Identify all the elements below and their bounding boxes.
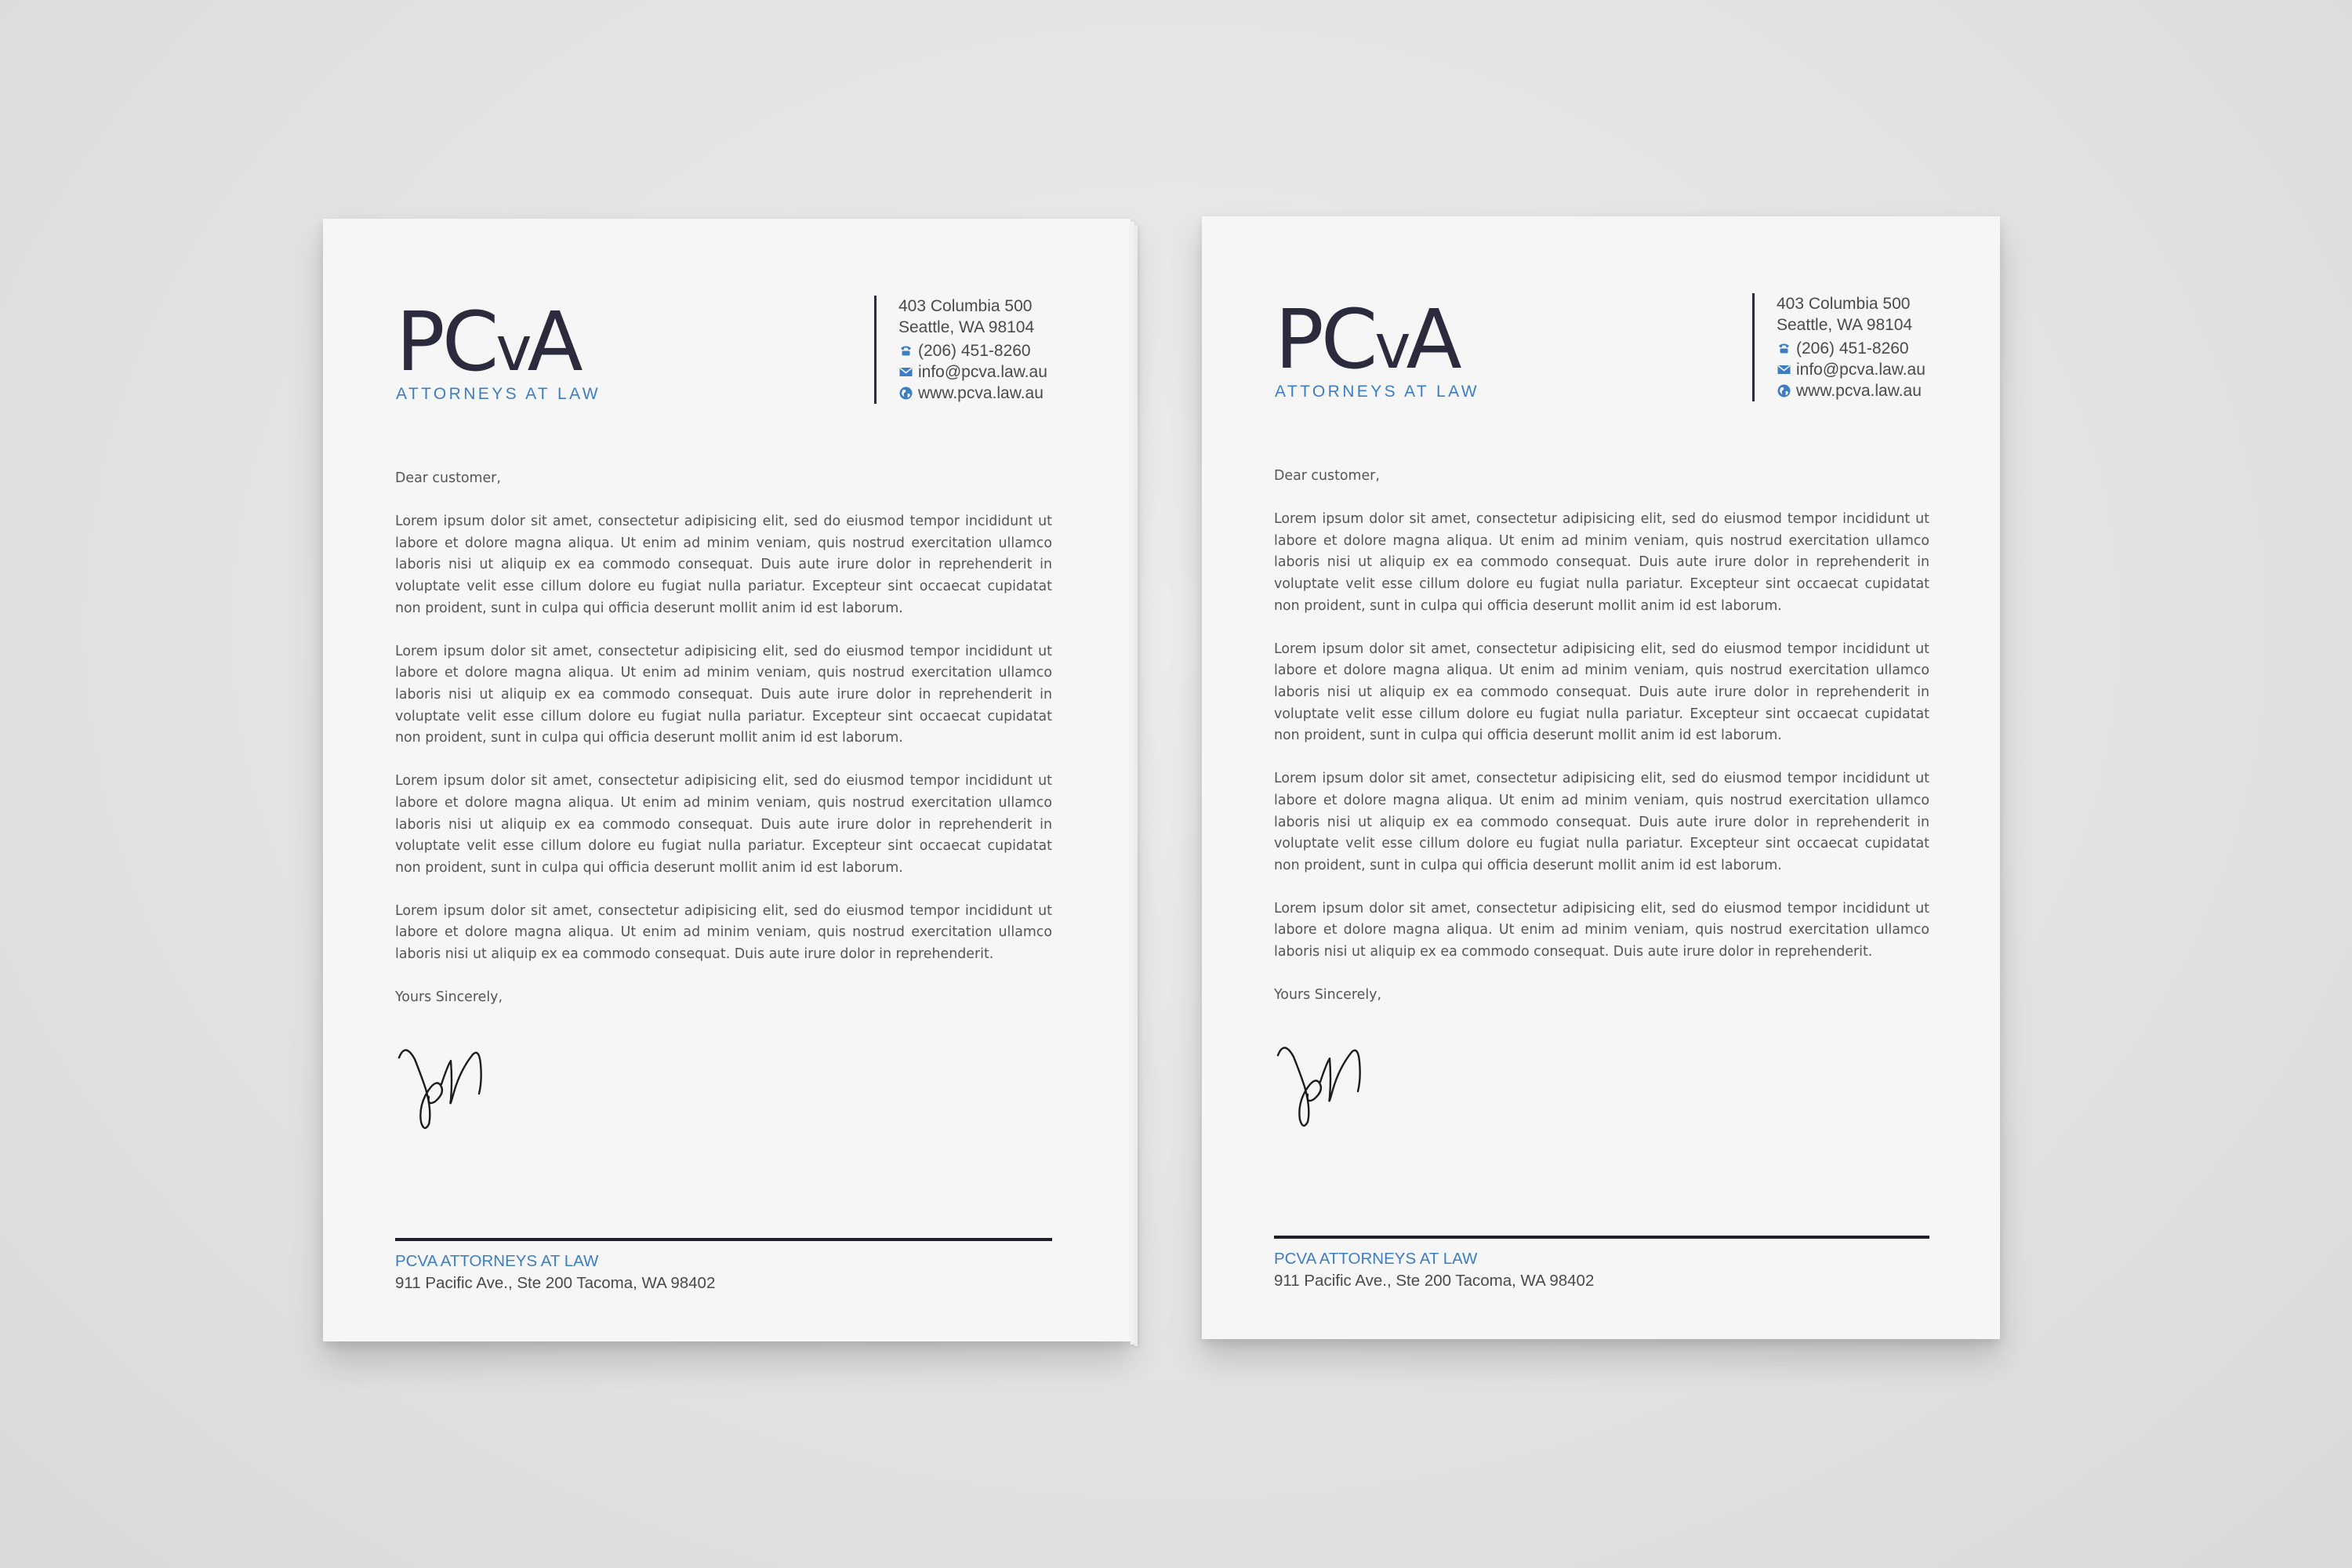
contact-block bbox=[874, 296, 1047, 404]
email-address: info@pcva.law.au bbox=[918, 363, 1047, 381]
contact-block bbox=[1752, 293, 1926, 401]
letter-paragraph: Lorem ipsum dolor sit amet, consectetur adipisicing elit, sed do eiusmod tempor incididunt ut labore et dolore magna aliqua. Ut enim ad minim veniam, quis nostrud exercitation ullamco laboris nisi ut aliquip ex ea commodo consequat. Duis aute irure dolor in reprehenderit. bbox=[395, 902, 1052, 963]
footer-firm-name: PCVA ATTORNEYS AT LAW bbox=[1274, 1250, 1478, 1268]
email-row bbox=[1777, 359, 1926, 380]
logo-wordmark: PCvA bbox=[1275, 292, 1459, 387]
footer-address: 911 Pacific Ave., Ste 200 Tacoma, WA 98402 bbox=[1274, 1272, 1595, 1290]
letter-body bbox=[1274, 466, 1929, 1007]
logo-tagline: ATTORNEYS AT LAW bbox=[396, 385, 601, 403]
logo-tagline: ATTORNEYS AT LAW bbox=[1275, 383, 1479, 401]
email-icon bbox=[1777, 363, 1791, 377]
letter-closing: Yours Sincerely, bbox=[1274, 987, 1381, 1004]
letter-greeting: Dear customer, bbox=[395, 470, 501, 486]
signature-image bbox=[1276, 1032, 1378, 1134]
email-icon bbox=[898, 365, 913, 379]
footer-address: 911 Pacific Ave., Ste 200 Tacoma, WA 98402 bbox=[395, 1274, 716, 1292]
phone-row bbox=[898, 340, 1047, 361]
address-line-2: Seattle, WA 98104 bbox=[898, 318, 1035, 336]
letter-paragraph: Lorem ipsum dolor sit amet, consectetur adipisicing elit, sed do eiusmod tempor incididunt ut labore et dolore magna aliqua. Ut enim ad minim veniam, quis nostrud exercitation ullamco laboris nisi ut aliquip ex ea commodo consequat. Duis aute irure dolor in reprehenderit in voluptate velit esse cillum dolore eu fugiat nulla pariatur. Excepteur sint occaecat cupidatat non proident, sunt in culpa qui officia deserunt mollit anim id est laborum. bbox=[395, 773, 1052, 876]
address-line-2: Seattle, WA 98104 bbox=[1777, 316, 1913, 334]
phone-icon bbox=[1777, 342, 1791, 356]
footer-divider bbox=[395, 1238, 1052, 1241]
website-url: www.pcva.law.au bbox=[1796, 382, 1922, 400]
website-url: www.pcva.law.au bbox=[918, 384, 1044, 402]
letter-greeting: Dear customer, bbox=[1274, 468, 1380, 484]
globe-icon bbox=[898, 387, 913, 401]
letter-body bbox=[395, 468, 1052, 1009]
email-row bbox=[898, 361, 1047, 383]
letter-closing: Yours Sincerely, bbox=[395, 989, 503, 1006]
phone-number: (206) 451-8260 bbox=[1796, 339, 1909, 358]
firm-logo bbox=[396, 294, 615, 404]
letterhead-sheet-right bbox=[1202, 216, 2000, 1339]
address-line-1: 403 Columbia 500 bbox=[1777, 295, 1911, 313]
letter-paragraph: Lorem ipsum dolor sit amet, consectetur adipisicing elit, sed do eiusmod tempor incididunt ut labore et dolore magna aliqua. Ut enim ad minim veniam, quis nostrud exercitation ullamco laboris nisi ut aliquip ex ea commodo consequat. Duis aute irure dolor in reprehenderit in voluptate velit esse cillum dolore eu fugiat nulla pariatur. Excepteur sint occaecat cupidatat non proident, sunt in culpa qui officia deserunt mollit anim id est laborum. bbox=[1274, 641, 1929, 744]
letterhead-sheet-left bbox=[323, 219, 1131, 1341]
address-line-1: 403 Columbia 500 bbox=[898, 297, 1033, 315]
letter-paragraph: Lorem ipsum dolor sit amet, consectetur adipisicing elit, sed do eiusmod tempor incididunt ut labore et dolore magna aliqua. Ut enim ad minim veniam, quis nostrud exercitation ullamco laboris nisi ut aliquip ex ea commodo consequat. Duis aute irure dolor in reprehenderit in voluptate velit esse cillum dolore eu fugiat nulla pariatur. Excepteur sint occaecat cupidatat non proident, sunt in culpa qui officia deserunt mollit anim id est laborum. bbox=[395, 514, 1052, 616]
signature-image bbox=[397, 1034, 499, 1136]
footer-divider bbox=[1274, 1236, 1929, 1239]
website-row bbox=[898, 383, 1047, 404]
letter-paragraph: Lorem ipsum dolor sit amet, consectetur adipisicing elit, sed do eiusmod tempor incididunt ut labore et dolore magna aliqua. Ut enim ad minim veniam, quis nostrud exercitation ullamco laboris nisi ut aliquip ex ea commodo consequat. Duis aute irure dolor in reprehenderit in voluptate velit esse cillum dolore eu fugiat nulla pariatur. Excepteur sint occaecat cupidatat non proident, sunt in culpa qui officia deserunt mollit anim id est laborum. bbox=[1274, 511, 1929, 614]
website-row bbox=[1777, 380, 1926, 401]
email-address: info@pcva.law.au bbox=[1796, 361, 1926, 379]
globe-icon bbox=[1777, 384, 1791, 398]
letter-paragraph: Lorem ipsum dolor sit amet, consectetur adipisicing elit, sed do eiusmod tempor incididunt ut labore et dolore magna aliqua. Ut enim ad minim veniam, quis nostrud exercitation ullamco laboris nisi ut aliquip ex ea commodo consequat. Duis aute irure dolor in reprehenderit. bbox=[1274, 900, 1929, 960]
phone-icon bbox=[898, 344, 913, 358]
phone-number: (206) 451-8260 bbox=[918, 342, 1031, 360]
firm-logo bbox=[1275, 292, 1494, 401]
letter-paragraph: Lorem ipsum dolor sit amet, consectetur adipisicing elit, sed do eiusmod tempor incididunt ut labore et dolore magna aliqua. Ut enim ad minim veniam, quis nostrud exercitation ullamco laboris nisi ut aliquip ex ea commodo consequat. Duis aute irure dolor in reprehenderit in voluptate velit esse cillum dolore eu fugiat nulla pariatur. Excepteur sint occaecat cupidatat non proident, sunt in culpa qui officia deserunt mollit anim id est laborum. bbox=[395, 643, 1052, 746]
phone-row bbox=[1777, 338, 1926, 359]
letter-paragraph: Lorem ipsum dolor sit amet, consectetur adipisicing elit, sed do eiusmod tempor incididunt ut labore et dolore magna aliqua. Ut enim ad minim veniam, quis nostrud exercitation ullamco laboris nisi ut aliquip ex ea commodo consequat. Duis aute irure dolor in reprehenderit in voluptate velit esse cillum dolore eu fugiat nulla pariatur. Excepteur sint occaecat cupidatat non proident, sunt in culpa qui officia deserunt mollit anim id est laborum. bbox=[1274, 771, 1929, 873]
footer-firm-name: PCVA ATTORNEYS AT LAW bbox=[395, 1252, 599, 1270]
logo-wordmark: PCvA bbox=[396, 294, 580, 390]
